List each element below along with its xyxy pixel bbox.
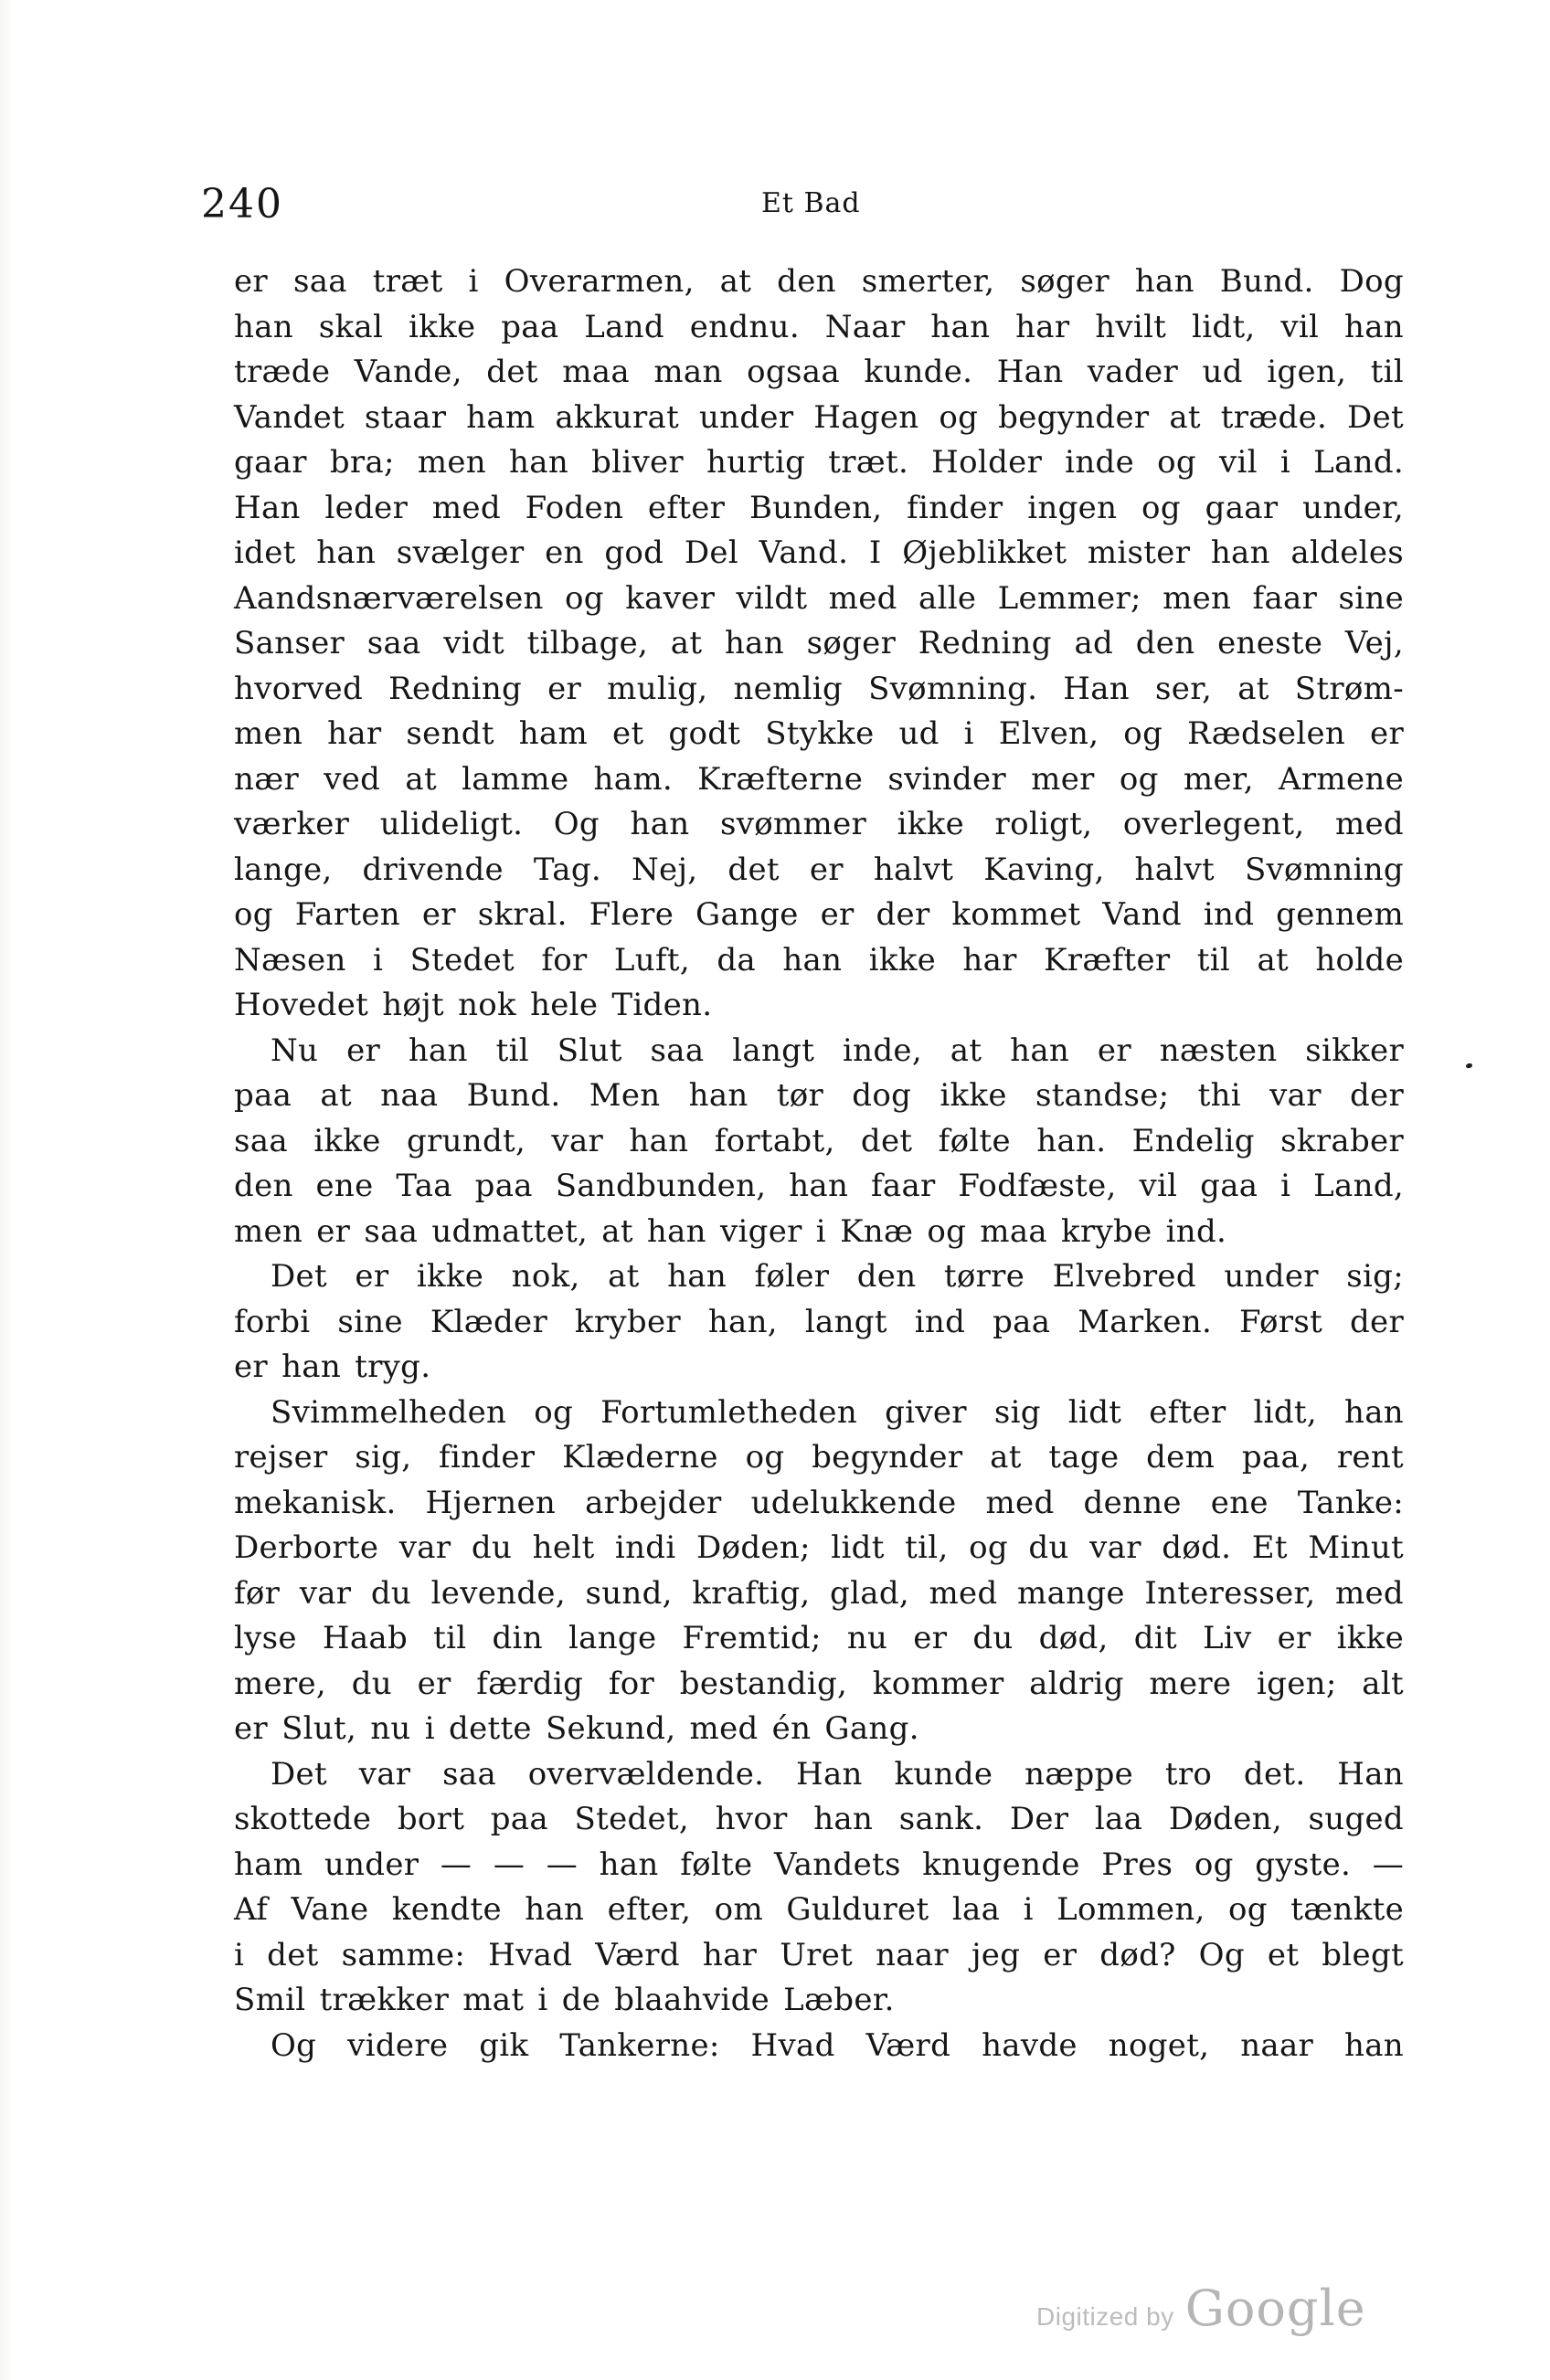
scan-artifact-dot bbox=[1465, 1063, 1472, 1069]
text-line: Derborte var du helt indi Døden; lidt til, og du var død. Et Minut bbox=[234, 1529, 1404, 1566]
text-line: Aandsnærværelsen og kaver vildt med alle Lemmer; men faar sine bbox=[234, 579, 1404, 617]
text-line: er Slut, nu i dette Sekund, med én Gang. bbox=[234, 1710, 919, 1747]
text-line: den ene Taa paa Sandbunden, han faar Fodfæste, vil gaa i Land, bbox=[234, 1168, 1404, 1204]
text-line: Det er ikke nok, at han føler den tørre Elvebred under sig; bbox=[271, 1258, 1404, 1295]
text-line: men har sendt ham et godt Stykke ud i Elven, og Rædselen er bbox=[234, 715, 1404, 752]
text-line: i det samme: Hvad Værd har Uret naar jeg er død? Og et blegt bbox=[234, 1936, 1404, 1973]
text-line: lange, drivende Tag. Nej, det er halvt Kaving, halvt Svømning bbox=[234, 851, 1404, 888]
text-line: Han leder med Foden efter Bunden, finder ingen og gaar under, bbox=[234, 489, 1404, 526]
page-number: 240 bbox=[201, 181, 283, 227]
text-line: paa at naa Bund. Men han tør dog ikke standse; thi var der bbox=[234, 1077, 1404, 1114]
text-line: Sanser saa vidt tilbage, at han søger Redning ad den eneste Vej, bbox=[234, 625, 1404, 661]
text-line: nær ved at lamme ham. Kræfterne svinder mer og mer, Armene bbox=[234, 760, 1404, 798]
text-line: forbi sine Klæder kryber han, langt ind paa Marken. Først der bbox=[234, 1303, 1404, 1340]
body-text bbox=[234, 259, 1404, 2068]
text-line: værker ulideligt. Og han svømmer ikke roligt, overlegent, med bbox=[234, 806, 1404, 842]
google-logo: Google bbox=[1184, 2280, 1366, 2337]
text-line: er han tryg. bbox=[234, 1349, 431, 1385]
text-line: Smil trækker mat i de blaahvide Læber. bbox=[234, 1982, 895, 2018]
text-line: Det var saa overvældende. Han kunde næppe tro det. Han bbox=[271, 1755, 1404, 1793]
text-line: gaar bra; men han bliver hurtig træt. Holder inde og vil i Land. bbox=[234, 444, 1404, 481]
text-line: mere, du er færdig for bestandig, kommer aldrig mere igen; alt bbox=[234, 1665, 1404, 1702]
text-line: Vandet staar ham akkurat under Hagen og begynder at træde. Det bbox=[234, 398, 1404, 436]
text-line: ham under — — — han følte Vandets knugende Pres og gyste. — bbox=[234, 1846, 1404, 1883]
text-line: Hovedet højt nok hele Tiden. bbox=[234, 987, 713, 1023]
text-line: Og videre gik Tankerne: Hvad Værd havde noget, naar han bbox=[271, 2026, 1404, 2064]
text-line: skottede bort paa Stedet, hvor han sank. Der laa Døden, suged bbox=[234, 1801, 1404, 1837]
text-line: idet han svælger en god Del Vand. I Øjeblikket mister han aldeles bbox=[234, 534, 1404, 571]
text-line: lyse Haab til din lange Fremtid; nu er du død, dit Liv er ikke bbox=[234, 1620, 1404, 1656]
text-line: og Farten er skral. Flere Gange er der kommet Vand ind gennem bbox=[234, 896, 1404, 933]
digitized-by-watermark bbox=[1036, 2280, 1366, 2337]
text-line: før var du levende, sund, kraftig, glad, med mange Interesser, med bbox=[234, 1574, 1404, 1612]
text-line: træde Vande, det maa man ogsaa kunde. Han vader ud igen, til bbox=[234, 354, 1404, 390]
watermark-prefix-text: Digitized by bbox=[1036, 2302, 1174, 2331]
text-line: saa ikke grundt, var han fortabt, det følte han. Endelig skraber bbox=[234, 1122, 1404, 1159]
text-line: Svimmelheden og Fortumletheden giver sig lidt efter lidt, han bbox=[271, 1393, 1404, 1431]
text-line: er saa træt i Overarmen, at den smerter, søger han Bund. Dog bbox=[234, 263, 1404, 300]
running-title: Et Bad bbox=[761, 187, 861, 219]
text-line: Næsen i Stedet for Luft, da han ikke har Kræfter til at holde bbox=[234, 941, 1404, 978]
text-line: Af Vane kendte han efter, om Gulduret laa i Lommen, og tænkte bbox=[234, 1891, 1404, 1928]
text-line: rejser sig, finder Klæderne og begynder at tage dem paa, rent bbox=[234, 1439, 1404, 1476]
text-line: mekanisk. Hjernen arbejder udelukkende med denne ene Tanke: bbox=[234, 1484, 1404, 1521]
text-line: hvorved Redning er mulig, nemlig Svømning. Han ser, at Strøm- bbox=[234, 670, 1404, 707]
text-line: han skal ikke paa Land endnu. Naar han har hvilt lidt, vil han bbox=[234, 308, 1404, 345]
text-line: men er saa udmattet, at han viger i Knæ og maa krybe ind. bbox=[234, 1212, 1227, 1250]
page-header bbox=[201, 181, 1404, 236]
text-line: Nu er han til Slut saa langt inde, at han er næsten sikker bbox=[271, 1031, 1404, 1069]
